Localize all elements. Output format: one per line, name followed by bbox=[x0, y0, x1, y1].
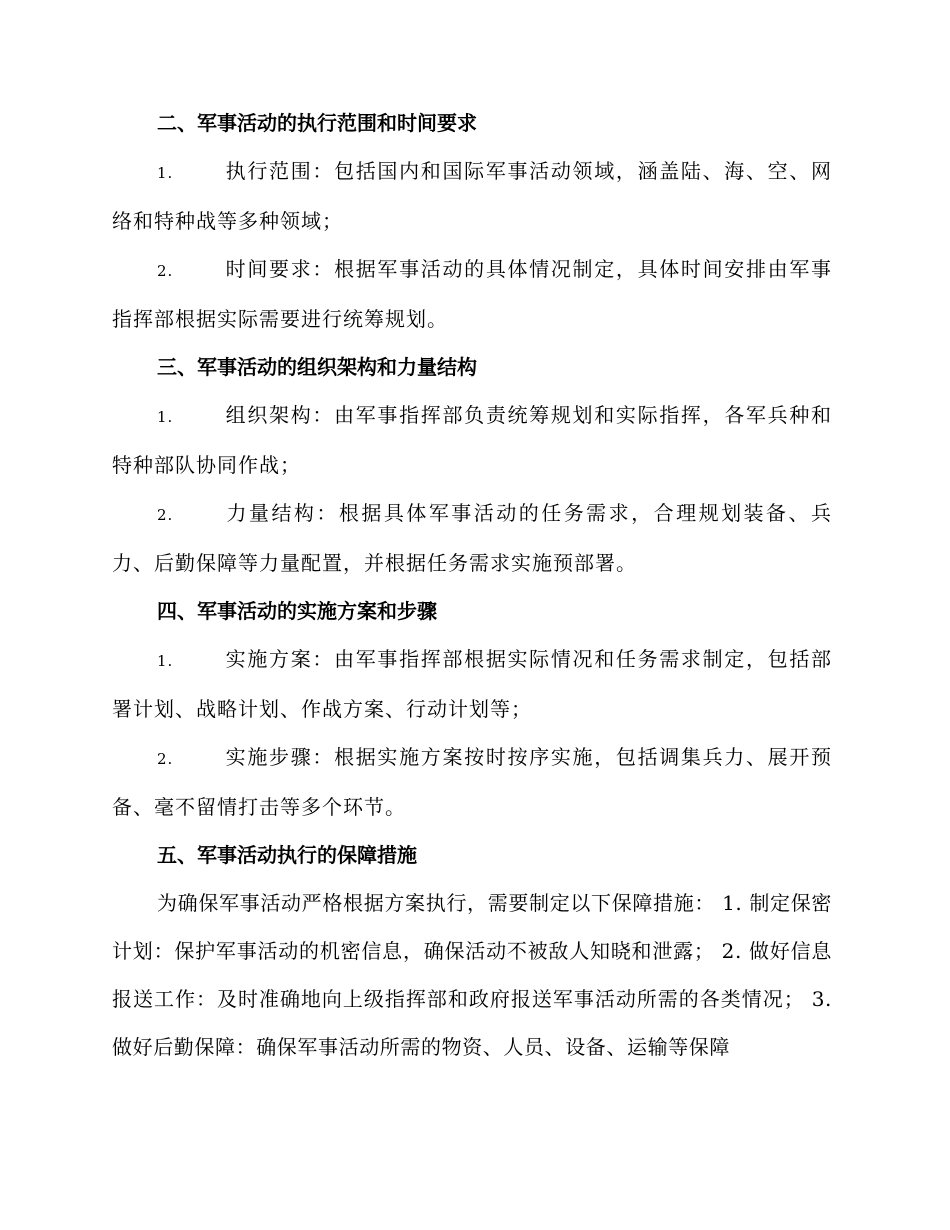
list-item bbox=[112, 635, 832, 733]
list-text: 力量结构：根据具体军事活动的任务需求，合理规划装备、兵力、后勤保障等力量配置，并根据任务需求实施预部署。 bbox=[112, 501, 832, 575]
list-text: 实施方案：由军事指挥部根据实际情况和任务需求制定，包括部署计划、战略计划、作战方案、行动计划等； bbox=[112, 647, 832, 721]
list-item bbox=[112, 391, 832, 489]
list-text: 执行范围：包括国内和国际军事活动领域，涵盖陆、海、空、网络和特种战等多种领域； bbox=[112, 159, 832, 233]
list-text: 组织架构：由军事指挥部负责统筹规划和实际指挥，各军兵种和特种部队协同作战； bbox=[112, 403, 832, 477]
list-item bbox=[112, 245, 832, 343]
section-implementation bbox=[112, 596, 832, 831]
section-heading: 五、军事活动执行的保障措施 bbox=[157, 843, 417, 867]
list-number: 1. bbox=[157, 652, 174, 670]
list-item bbox=[112, 733, 832, 831]
list-item bbox=[112, 489, 832, 587]
list-text: 时间要求：根据军事活动的具体情况制定，具体时间安排由军事指挥部根据实际需要进行统筹规划。 bbox=[112, 257, 832, 331]
list-item bbox=[112, 147, 832, 245]
list-number: 1. bbox=[157, 164, 174, 182]
section-heading: 三、军事活动的组织架构和力量结构 bbox=[157, 355, 477, 379]
document-body bbox=[112, 108, 832, 1071]
list-number: 2. bbox=[157, 750, 174, 768]
section-heading: 四、军事活动的实施方案和步骤 bbox=[157, 599, 437, 623]
body-paragraph: 为确保军事活动严格根据方案执行，需要制定以下保障措施： 1. 制定保密计划：保护军事活动的机密信息，确保活动不被敌人知晓和泄露； 2. 做好信息报送工作：及时准确地向上级指挥部和政府报送军事活动所需的各类情况； 3. 做好后勤保障：确保军事活动所需的物资、人员、设备、运输等保障 bbox=[112, 891, 832, 1059]
section-safeguards bbox=[112, 840, 832, 1071]
section-heading: 二、军事活动的执行范围和时间要求 bbox=[157, 111, 477, 135]
list-number: 2. bbox=[157, 506, 174, 524]
section-scope-time bbox=[112, 108, 832, 343]
list-number: 1. bbox=[157, 408, 174, 426]
list-number: 2. bbox=[157, 262, 174, 280]
list-text: 实施步骤：根据实施方案按时按序实施，包括调集兵力、展开预备、毫不留情打击等多个环节。 bbox=[112, 745, 832, 819]
section-organization bbox=[112, 352, 832, 587]
